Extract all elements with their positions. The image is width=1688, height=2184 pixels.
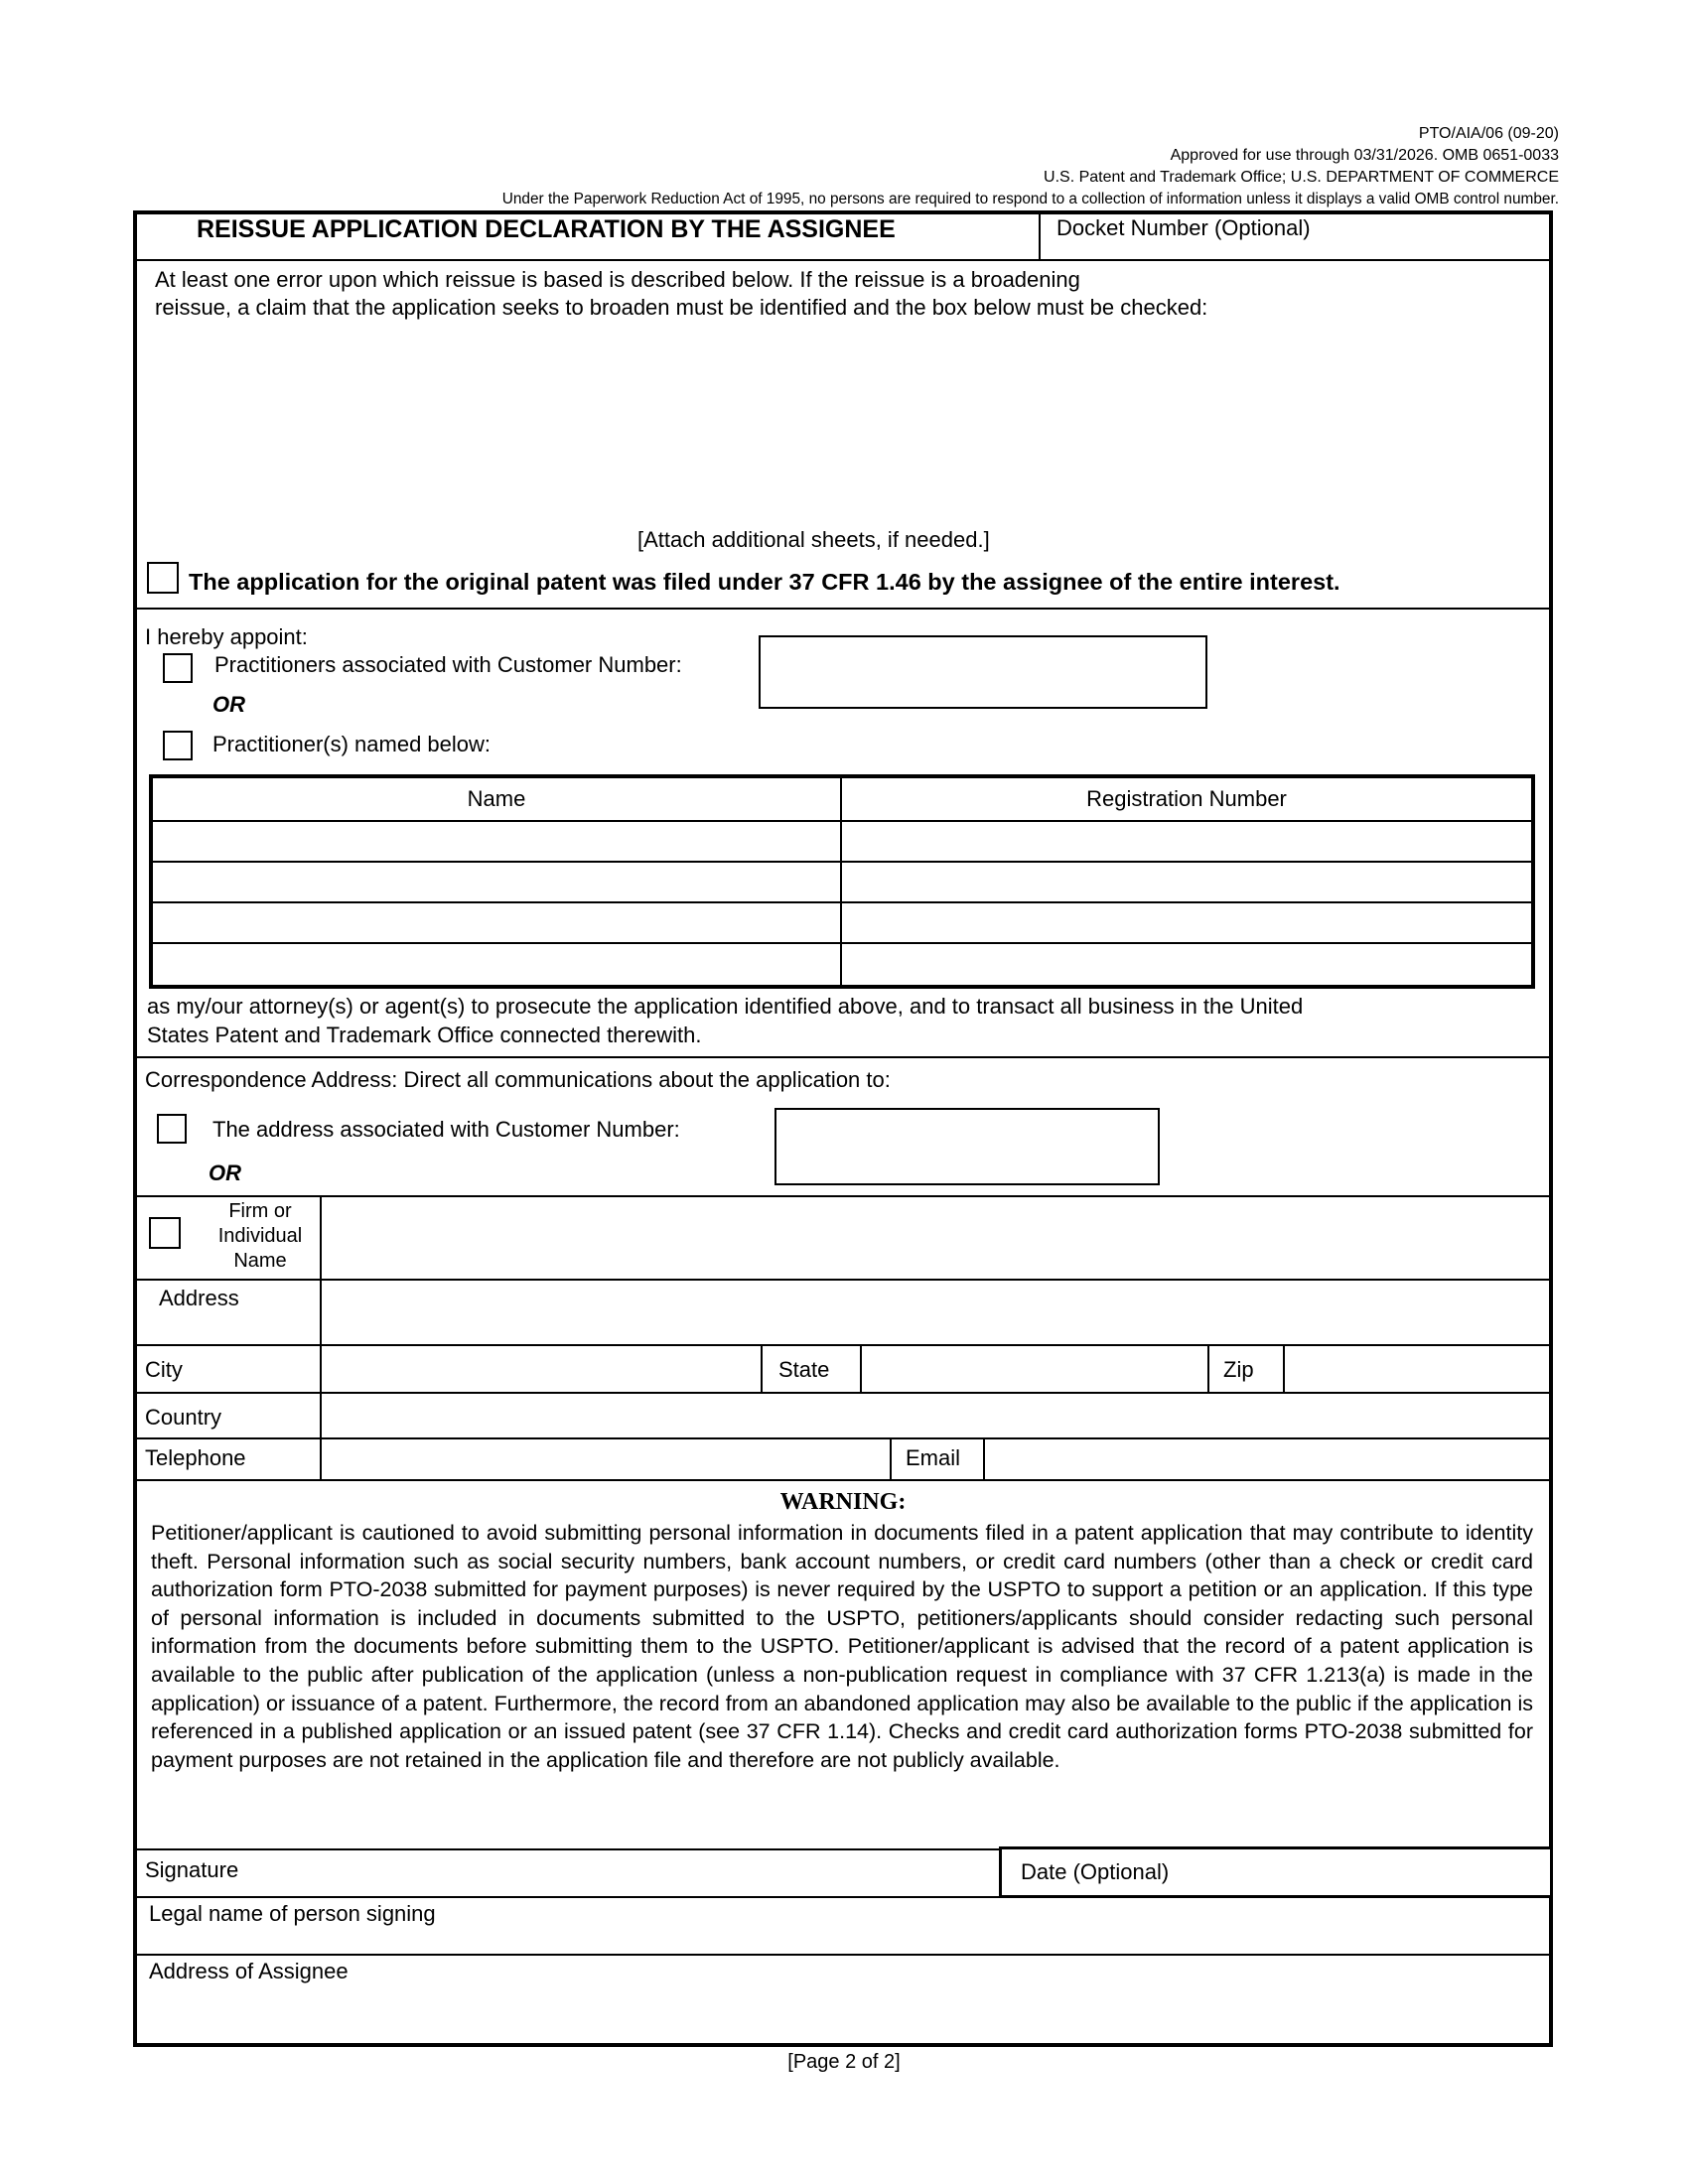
docket-number-input[interactable] xyxy=(1043,238,1539,258)
city-label: City xyxy=(145,1357,183,1382)
practitioners-customer-number-input[interactable] xyxy=(761,637,1205,707)
firm-label xyxy=(199,1199,322,1274)
paperwork-notice: Under the Paperwork Reduction Act of 1995, no persons are required to respond to a collection of information unless it displays a valid OMB control number. xyxy=(501,191,1559,207)
correspondence-customer-number-input[interactable] xyxy=(776,1110,1158,1183)
state-label-divider xyxy=(860,1344,862,1392)
correspondence-or: OR xyxy=(209,1160,241,1185)
state-input[interactable] xyxy=(864,1348,1205,1390)
practitioner-registration-input[interactable] xyxy=(844,824,1529,859)
state-label: State xyxy=(778,1357,830,1382)
practitioner-registration-input[interactable] xyxy=(844,865,1529,899)
divider-country xyxy=(133,1437,1553,1439)
firm-label-line1: Firm or xyxy=(228,1200,292,1222)
form-title: REISSUE APPLICATION DECLARATION BY THE ASSIGNEE xyxy=(197,215,896,243)
appoint-closing-line1: as my/our attorney(s) or agent(s) to prosecute the application identified above, and to transact all business in the United xyxy=(147,994,1304,1019)
zip-label-divider xyxy=(1283,1344,1285,1392)
firm-name-checkbox[interactable] xyxy=(149,1217,181,1249)
city-state-divider xyxy=(761,1344,763,1392)
practitioner-name-input[interactable] xyxy=(155,865,836,899)
practitioner-table xyxy=(149,774,1535,989)
practitioner-name-input[interactable] xyxy=(155,905,836,940)
firm-name-input[interactable] xyxy=(324,1199,1547,1277)
signature-input[interactable] xyxy=(258,1852,997,1894)
divider-signature xyxy=(133,1896,1553,1898)
address-label: Address xyxy=(159,1286,239,1310)
telephone-email-divider xyxy=(890,1437,892,1479)
divider-firm xyxy=(133,1279,1553,1281)
correspondence-customer-label: The address associated with Customer Number: xyxy=(212,1117,680,1142)
country-input[interactable] xyxy=(324,1396,1547,1435)
correspondence-customer-checkbox[interactable] xyxy=(157,1114,187,1144)
legal-name-label: Legal name of person signing xyxy=(149,1901,436,1926)
practitioners-customer-number-box xyxy=(759,635,1207,709)
practitioner-registration-input[interactable] xyxy=(844,905,1529,940)
divider-telephone xyxy=(133,1479,1553,1481)
assignee-address-textarea[interactable] xyxy=(145,1987,1545,2039)
zip-input[interactable] xyxy=(1287,1348,1547,1390)
divider-error xyxy=(133,608,1553,610)
divider-city xyxy=(133,1392,1553,1394)
form-id: PTO/AIA/06 (09-20) xyxy=(1418,125,1559,142)
practitioners-customer-label: Practitioners associated with Customer Number: xyxy=(214,652,682,677)
table-row-divider xyxy=(153,861,1531,863)
date-label: Date (Optional) xyxy=(1021,1859,1170,1884)
divider-correspondence xyxy=(133,1195,1553,1197)
warning-title: WARNING: xyxy=(779,1489,907,1515)
table-row-divider xyxy=(153,942,1531,944)
appoint-or: OR xyxy=(212,692,245,717)
table-header-registration: Registration Number xyxy=(1086,786,1287,811)
appoint-intro: I hereby appoint: xyxy=(145,624,308,649)
correspondence-intro: Correspondence Address: Direct all communications about the application to: xyxy=(145,1067,891,1092)
signature-label: Signature xyxy=(145,1857,239,1882)
divider-title xyxy=(133,259,1553,261)
email-input[interactable] xyxy=(987,1441,1547,1477)
correspondence-customer-number-box xyxy=(774,1108,1160,1185)
attach-sheets-note: [Attach additional sheets, if needed.] xyxy=(637,527,990,552)
table-header-name: Name xyxy=(467,786,526,811)
practitioner-name-input[interactable] xyxy=(155,946,836,983)
practitioner-registration-input[interactable] xyxy=(844,946,1529,983)
warning-body: Petitioner/applicant is cautioned to avoid submitting personal information in documents filed in a patent application that may contribute to identity theft. Personal information such as social security numbers, bank account numbers, or credit card numbers (other than a check or credit card authorization form PTO-2038 submitted for payment purposes) is never required by the USPTO to support a petition or an application. If this type of personal information is included in documents submitted to the USPTO, petitioners/applicants should consider redacting such personal information from the documents before submitting them to the USPTO. Petitioner/applicant is advised that the record of a patent application is available to the public after publication of the application (unless a non-publication request in compliance with 37 CFR 1.213(a) is made in the application) or issuance of a patent. Furthermore, the record from an abandoned application may also be available to the public if the application is referenced in a published application or an issued patent (see 37 CFR 1.14). Checks and credit card authorization forms PTO-2038 submitted for payment purposes are not retained in the application file and therefore are not publicly available. xyxy=(151,1521,1533,1772)
error-instructions-line2: reissue, a claim that the application seeks to broaden must be identified and the box below must be checked: xyxy=(155,295,1208,320)
practitioners-named-label: Practitioner(s) named below: xyxy=(212,732,492,756)
error-description-textarea[interactable] xyxy=(155,328,1535,516)
practitioners-customer-checkbox[interactable] xyxy=(163,653,193,683)
table-row-divider xyxy=(153,820,1531,822)
state-zip-divider xyxy=(1207,1344,1209,1392)
appoint-closing-line2: States Patent and Trademark Office connected therewith. xyxy=(147,1023,702,1047)
divider-legal-name xyxy=(133,1954,1553,1956)
email-label: Email xyxy=(906,1445,961,1470)
zip-label: Zip xyxy=(1223,1357,1254,1382)
assignee-filed-label: The application for the original patent was filed under 37 CFR 1.46 by the assignee of the entire interest. xyxy=(189,569,1340,595)
country-label: Country xyxy=(145,1405,222,1430)
city-input[interactable] xyxy=(324,1348,759,1390)
agency-line: U.S. Patent and Trademark Office; U.S. DEPARTMENT OF COMMERCE xyxy=(1044,169,1559,186)
docket-label: Docket Number (Optional) xyxy=(1056,215,1311,240)
omb-approval: Approved for use through 03/31/2026. OMB 0651-0033 xyxy=(1170,147,1559,164)
table-row-divider xyxy=(153,901,1531,903)
firm-label-line3: Name xyxy=(233,1250,287,1272)
assignee-filed-checkbox[interactable] xyxy=(147,562,179,594)
title-divider xyxy=(1039,210,1041,260)
divider-address xyxy=(133,1344,1553,1346)
legal-name-input[interactable] xyxy=(145,1930,1545,1950)
email-label-divider xyxy=(983,1437,985,1479)
address-input[interactable] xyxy=(324,1283,1547,1342)
table-col-divider xyxy=(840,778,842,985)
telephone-input[interactable] xyxy=(324,1441,888,1477)
firm-label-line2: Individual xyxy=(217,1225,303,1247)
divider-appoint xyxy=(133,1056,1553,1058)
date-input[interactable] xyxy=(1192,1852,1545,1894)
practitioners-named-checkbox[interactable] xyxy=(163,731,193,760)
error-instructions-line1: At least one error upon which reissue is based is described below. If the reissue is a broadening xyxy=(155,267,1080,292)
page-number: [Page 2 of 2] xyxy=(787,2051,901,2073)
telephone-label: Telephone xyxy=(145,1445,246,1470)
assignee-address-label: Address of Assignee xyxy=(149,1959,349,1983)
practitioner-name-input[interactable] xyxy=(155,824,836,859)
